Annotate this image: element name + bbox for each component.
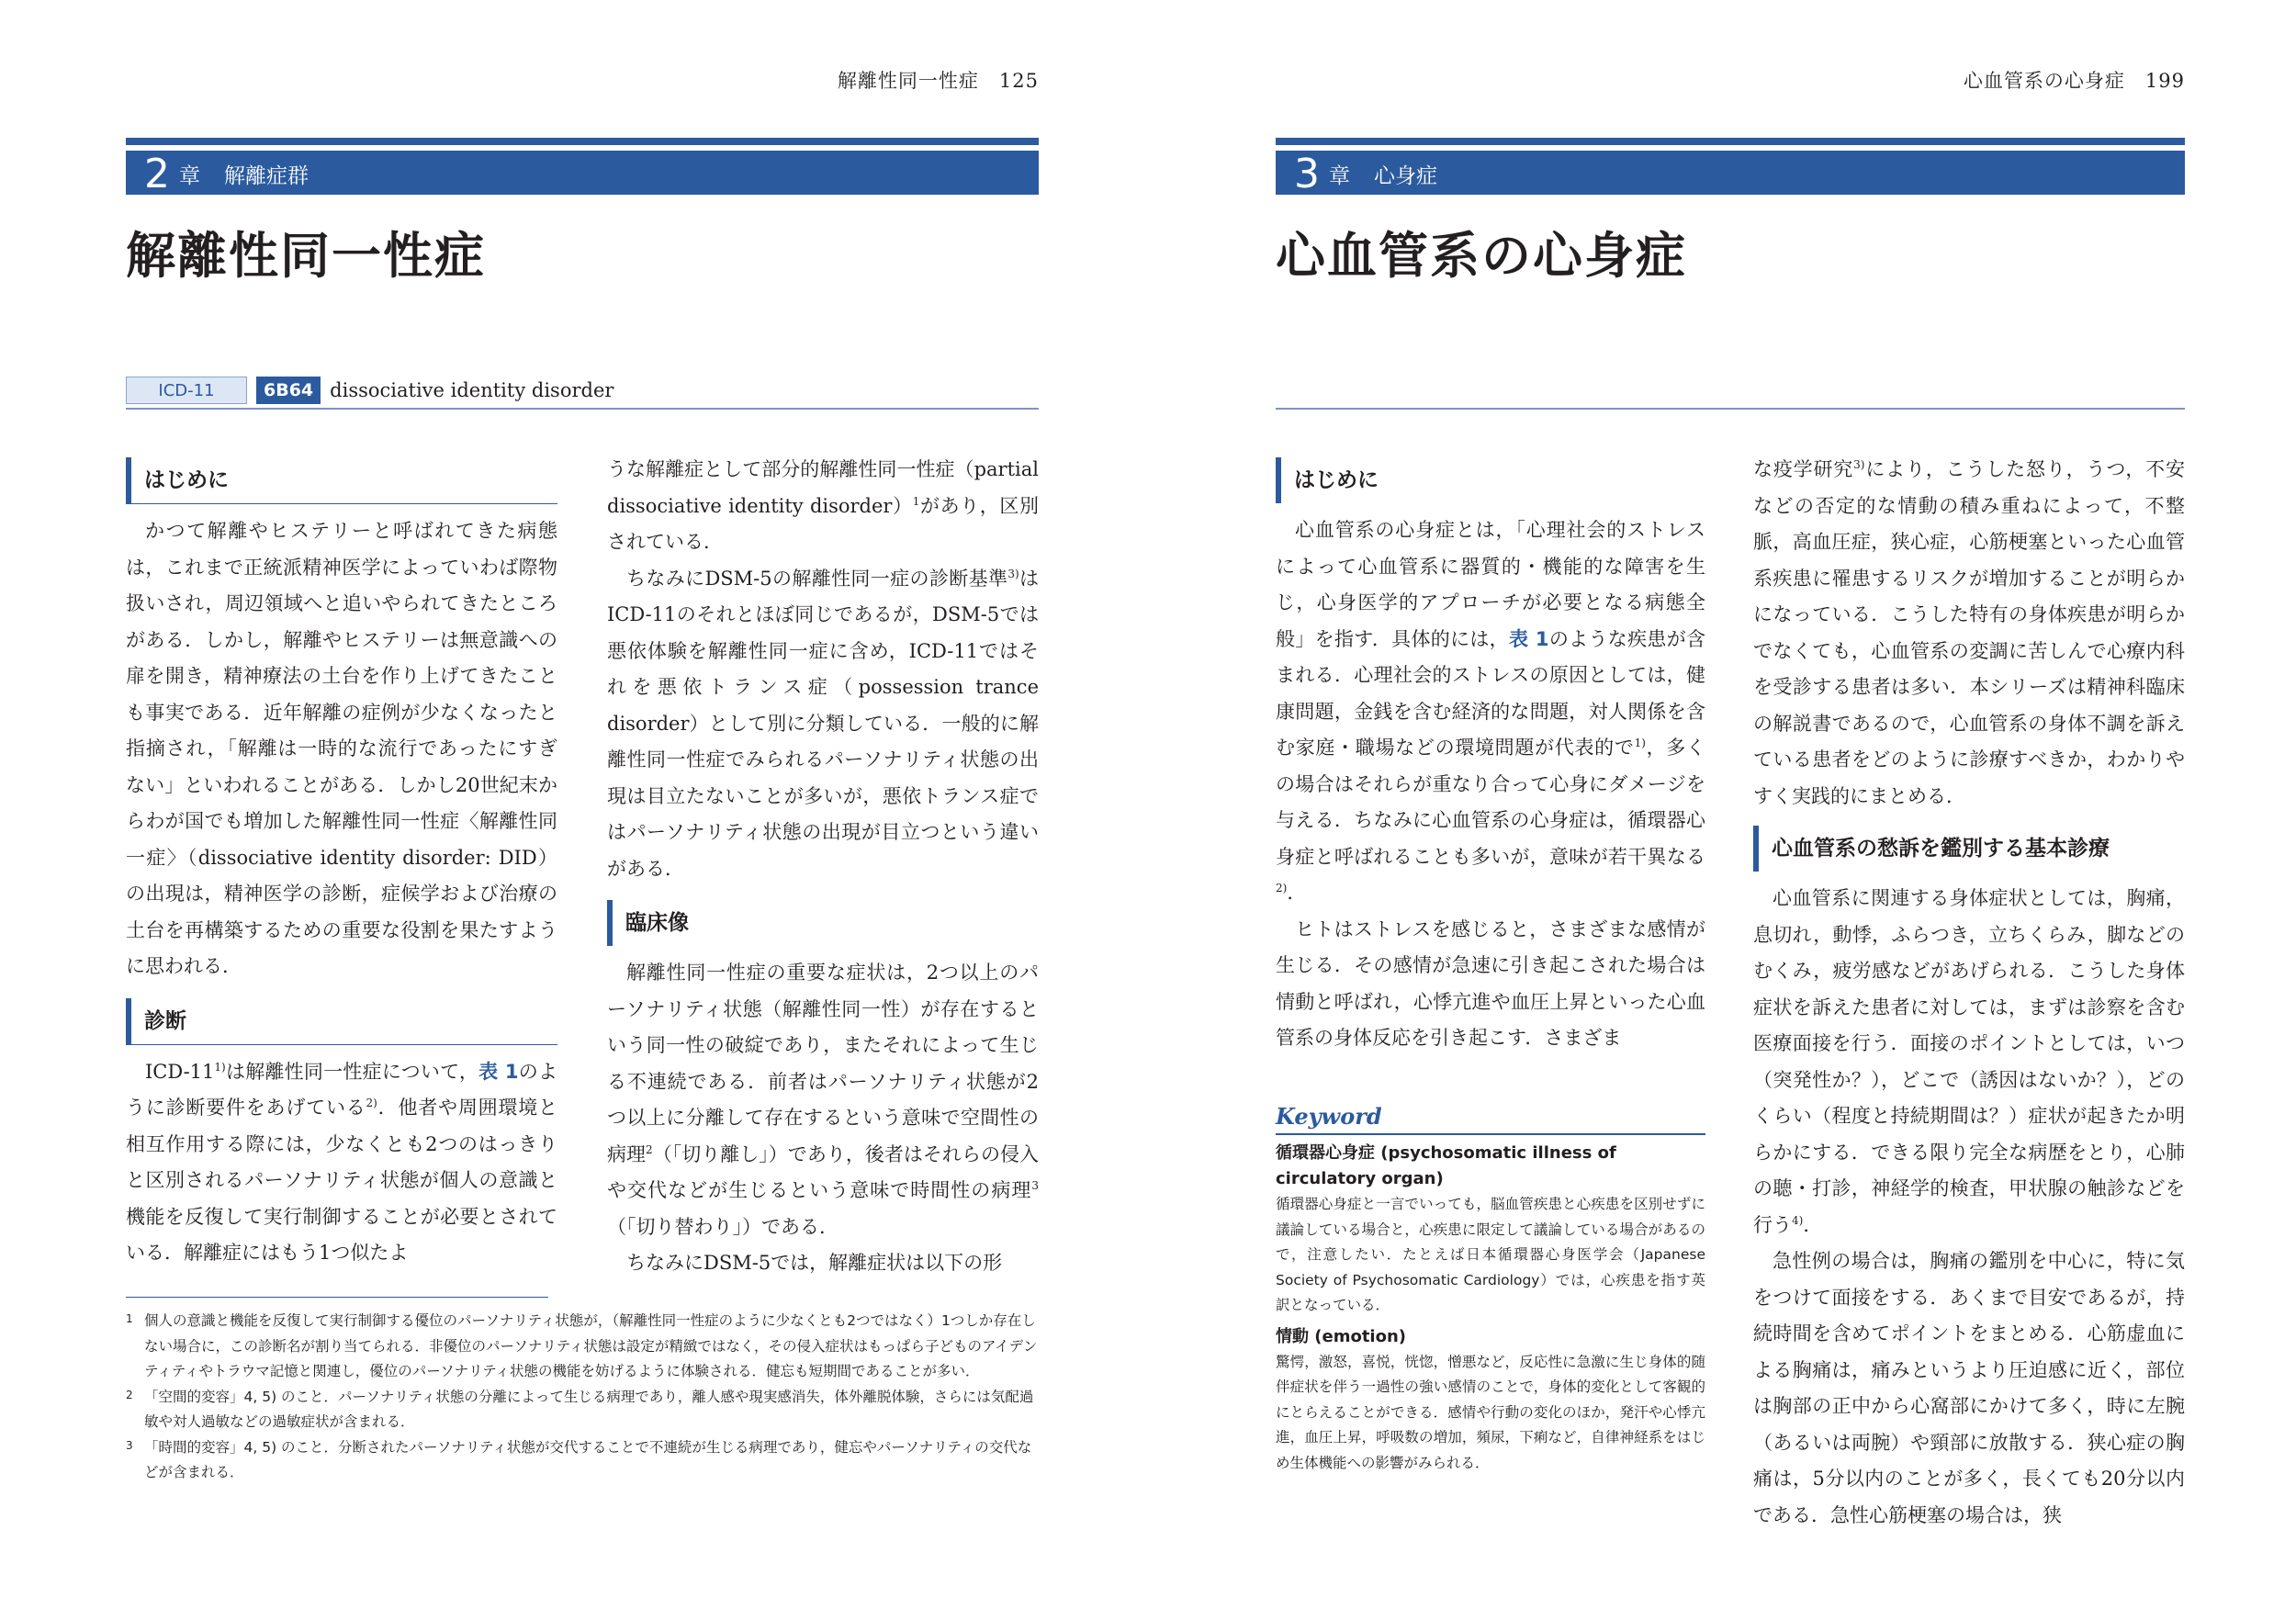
chapter-band: 3 章 心身症 (1276, 138, 2185, 202)
paragraph: かつて解離やヒステリーと呼ばれてきた病態は，これまで正統派精神医学によっていわば際物扱いされ，周辺領域へと追いやられてきたところがある．しかし，解離やヒステリーは無意識への扉を開き，精神療法の土台を作り上げてきたことも事実である．近年解離の症例が少なくなったと指摘され，「解離は一時的な流行であったにすぎない」といわれることがある．しかし20世紀末からわが国でも増加した解離性同一性症〈解離性同一症〉（dissociative identity disorder: DID）の出現は，精神医学の診断，症候学および治療の土台を再構築するための重要な役割を果たすように思われる． (126, 520, 557, 977)
running-head: 心血管系の心身症 199 (1963, 70, 2185, 92)
section-heading: 臨床像 (607, 900, 1039, 946)
footnote: 2 「空間的変容」4, 5) のこと．パーソナリティ状態の分離によって生じる病理であり，離人感や現実感消失，体外離脱体験，さらには気配過敏や対人過敏などの過敏症状が含まれる． (126, 1388, 1034, 1430)
footnote: 1 個人の意識と機能を反復して実行制御する優位のパーソナリティ状態が，（解離性同一性症のように少なくとも2つではなく）1つしか存在しない場合に，この診断名が割り当てられる．非優位のパーソナリティ状態は設定が精緻ではなく，その侵入症状はもっぱら子どものアイデンティティやトラウマ記憶と関連し，優位のパーソナリティ状態の機能を妨げるように体験される．健忘も短期間であることが多い． (126, 1312, 1038, 1379)
footnote: 3 「時間的変容」4, 5) のこと．分断されたパーソナリティ状態が交代することで不連続が生じる病理であり，健忘やパーソナリティの交代などが含まれる． (126, 1438, 1032, 1480)
column-2 (607, 452, 1039, 1282)
page-title: 心血管系の心身症 (1276, 227, 1687, 285)
paragraph: 解離性同一性症の重要な症状は，2つ以上のパーソナリティ状態（解離性同一性）が存在するという同一性の破綻であり，またそれによって生じる不連続である．前者はパーソナリティ状態が2つ以上に分離して存在するという意味で空間性の病理$^2$（「切り離し」）であり，後者はそれらの侵入や交代などが生じるという意味で時間性の病理$^3$（「切り替わり」）である． (607, 962, 1039, 1238)
paragraph: ちなみにDSM-5では，解離症状は以下の形 (626, 1252, 1003, 1274)
icd-code: 6B64 (256, 377, 321, 404)
page-number: 199 (2144, 70, 2185, 92)
page-title: 解離性同一性症 (126, 227, 486, 285)
header-rule (1276, 373, 2185, 410)
section-heading: 心血管系の愁訴を鑑別する基本診療 (1753, 826, 2185, 872)
table-reference[interactable]: 表 1 (478, 1060, 519, 1083)
paragraph: ICD-11$^{1)}$は解離性同一性症について，表 1のように診断要件をあげている$^{2)}$．他者や周囲環境と相互作用する際には，少なくとも2つのはっきりと区別されるパーソナリティ状態が個人の意識と機能を反復して実行制御することが必要とされている．解離症にはもう1つ似たよ (126, 1060, 558, 1264)
paragraph: 急性例の場合は，胸痛の鑑別を中心に，特に気をつけて面接をする．あくまで目安であるが，持続時間を含めてポイントをまとめる．心筋虚血による胸痛は，痛みというより圧迫感に近く，部位は胸部の正中から心窩部にかけて多く，時に左腕（あるいは両腕）や頸部に放散する．狭心症の胸痛は，5分以内のことが多く，長くても20分以内である．急性心筋梗塞の場合は，狭 (1753, 1250, 2185, 1526)
section-heading: はじめに (126, 457, 557, 504)
paragraph: ヒトはストレスを感じると，さまざまな感情が生じる．その感情が急速に引き起こされた場合は情動と呼ばれ，心悸亢進や血圧上昇といった心血管系の身体反応を引き起こす．さまざま (1276, 917, 1705, 1049)
keyword-title: Keyword (1276, 1100, 1705, 1135)
page-number: 125 (998, 70, 1039, 92)
chapter-number: 2 (144, 151, 170, 197)
paragraph: な疫学研究$^{3)}$により，こうした怒り，うつ，不安などの否定的な情動の積み重ねによって，不整脈，高血圧症，狭心症，心筋梗塞といった心血管系疾患に罹患するリスクが増加することが明らかになっている．こうした特有の身体疾患が明らかでなくても，心血管系の変調に苦しんで心療内科を受診する患者は多い．本シリーズは精神科臨床の解説書であるので，心血管系の身体不調を訴えている患者をどのように診療すべきか，わかりやすく実践的にまとめる． (1753, 458, 2185, 807)
running-head: 解離性同一性症 125 (837, 70, 1039, 92)
icd-name: dissociative identity disorder (330, 379, 614, 401)
right-page (1148, 0, 2296, 1620)
paragraph: 心血管系に関連する身体症状としては，胸痛，息切れ，動悸，ふらつき，立ちくらみ，脚などのむくみ，疲労感などがあげられる．こうした身体症状を訴えた患者に対しては，まずは診察を含む医療面接を行う．面接のポイントとしては，いつ（突発性か？），どこで（誘因はないか？），どのくらい（程度と持続期間は？）症状が起きたか明らかにする．できる限り完全な病歴をとり，心肺の聴・打診，神経学的検査，甲状腺の触診などを行う$^{4)}$． (1753, 887, 2185, 1236)
paragraph: ちなみにDSM-5の解離性同一症の診断基準$^{3)}$はICD-11のそれとほぼ同じであるが，DSM-5では悪依体験を解離性同一症に含め，ICD-11ではそれを悪依トランス症（possession trance disorder）として別に分類している．一般的に解離性同一性症でみられるパーソナリティ状態の出現は目立たないことが多いが，悪依トランス症ではパーソナリティ状態の出現が目立つという違いがある． (607, 567, 1040, 880)
column-2 (1753, 452, 2185, 1534)
icd-label: ICD-11 (126, 377, 247, 404)
icd-row (126, 373, 1039, 410)
chapter-band: 2 章 解離症群 (126, 138, 1039, 202)
keyword-description: 驚愕，激怒，喜悦，恍惚，憎悪など，反応性に急激に生じ身体的随伴症状を伴う一過性の強い感情のことで，身体的変化として客観的にとらえることができる．感情や行動の変化のほか，発汗や心悸亢進，血圧上昇，呼吸数の増加，頻尿，下痢など，自律神経系をはじめ生体機能への影響がみられる． (1276, 1353, 1705, 1471)
chapter-number: 3 (1294, 151, 1320, 197)
keyword-description: 循環器心身症と一言でいっても，脳血管疾患と心疾患を区別せずに議論している場合と，心疾患に限定して議論している場合があるので，注意したい．たとえば日本循環器心身医学会（Japanese Society of Psychosomatic Cardiology）では，心疾患を指す英訳となっている． (1276, 1196, 1705, 1313)
footnotes (126, 1297, 1039, 1486)
chapter-name: 解離症群 (224, 164, 309, 188)
paragraph: 心血管系の心身症とは，「心理社会的ストレスによって心血管系に器質的・機能的な障害を生じ，心身医学的アプローチが必要となる病態全般」を指す．具体的には，表 1のような疾患が含まれる．心理社会的ストレスの原因としては，健康問題，金銭を含む経済的な問題，対人関係を含む家庭・職場などの環境問題が代表的で$^{1)}$，多くの場合はそれらが重なり合って心身にダメージを与える．ちなみに心血管系の心身症は，循環器心身症と呼ばれることも多いが，意味が若干異なる$^{2)}$． (1276, 519, 1706, 904)
keyword-box (1276, 1100, 1705, 1476)
table-reference[interactable]: 表 1 (1509, 627, 1549, 650)
chapter-name: 心身症 (1374, 164, 1437, 188)
section-heading: 診断 (126, 998, 557, 1045)
section-heading: はじめに (1276, 457, 1705, 503)
paragraph: うな解離症として部分的解離性同一性症（partial dissociative identity disorder）$^1$があり，区別されている． (607, 458, 1040, 553)
column-1 (126, 450, 557, 1272)
keyword-term: 循環器心身症 (psychosomatic illness of circulatory organ) (1276, 1143, 1616, 1188)
keyword-term: 情動 (emotion) (1276, 1326, 1407, 1346)
column-1 (1276, 450, 1705, 1057)
